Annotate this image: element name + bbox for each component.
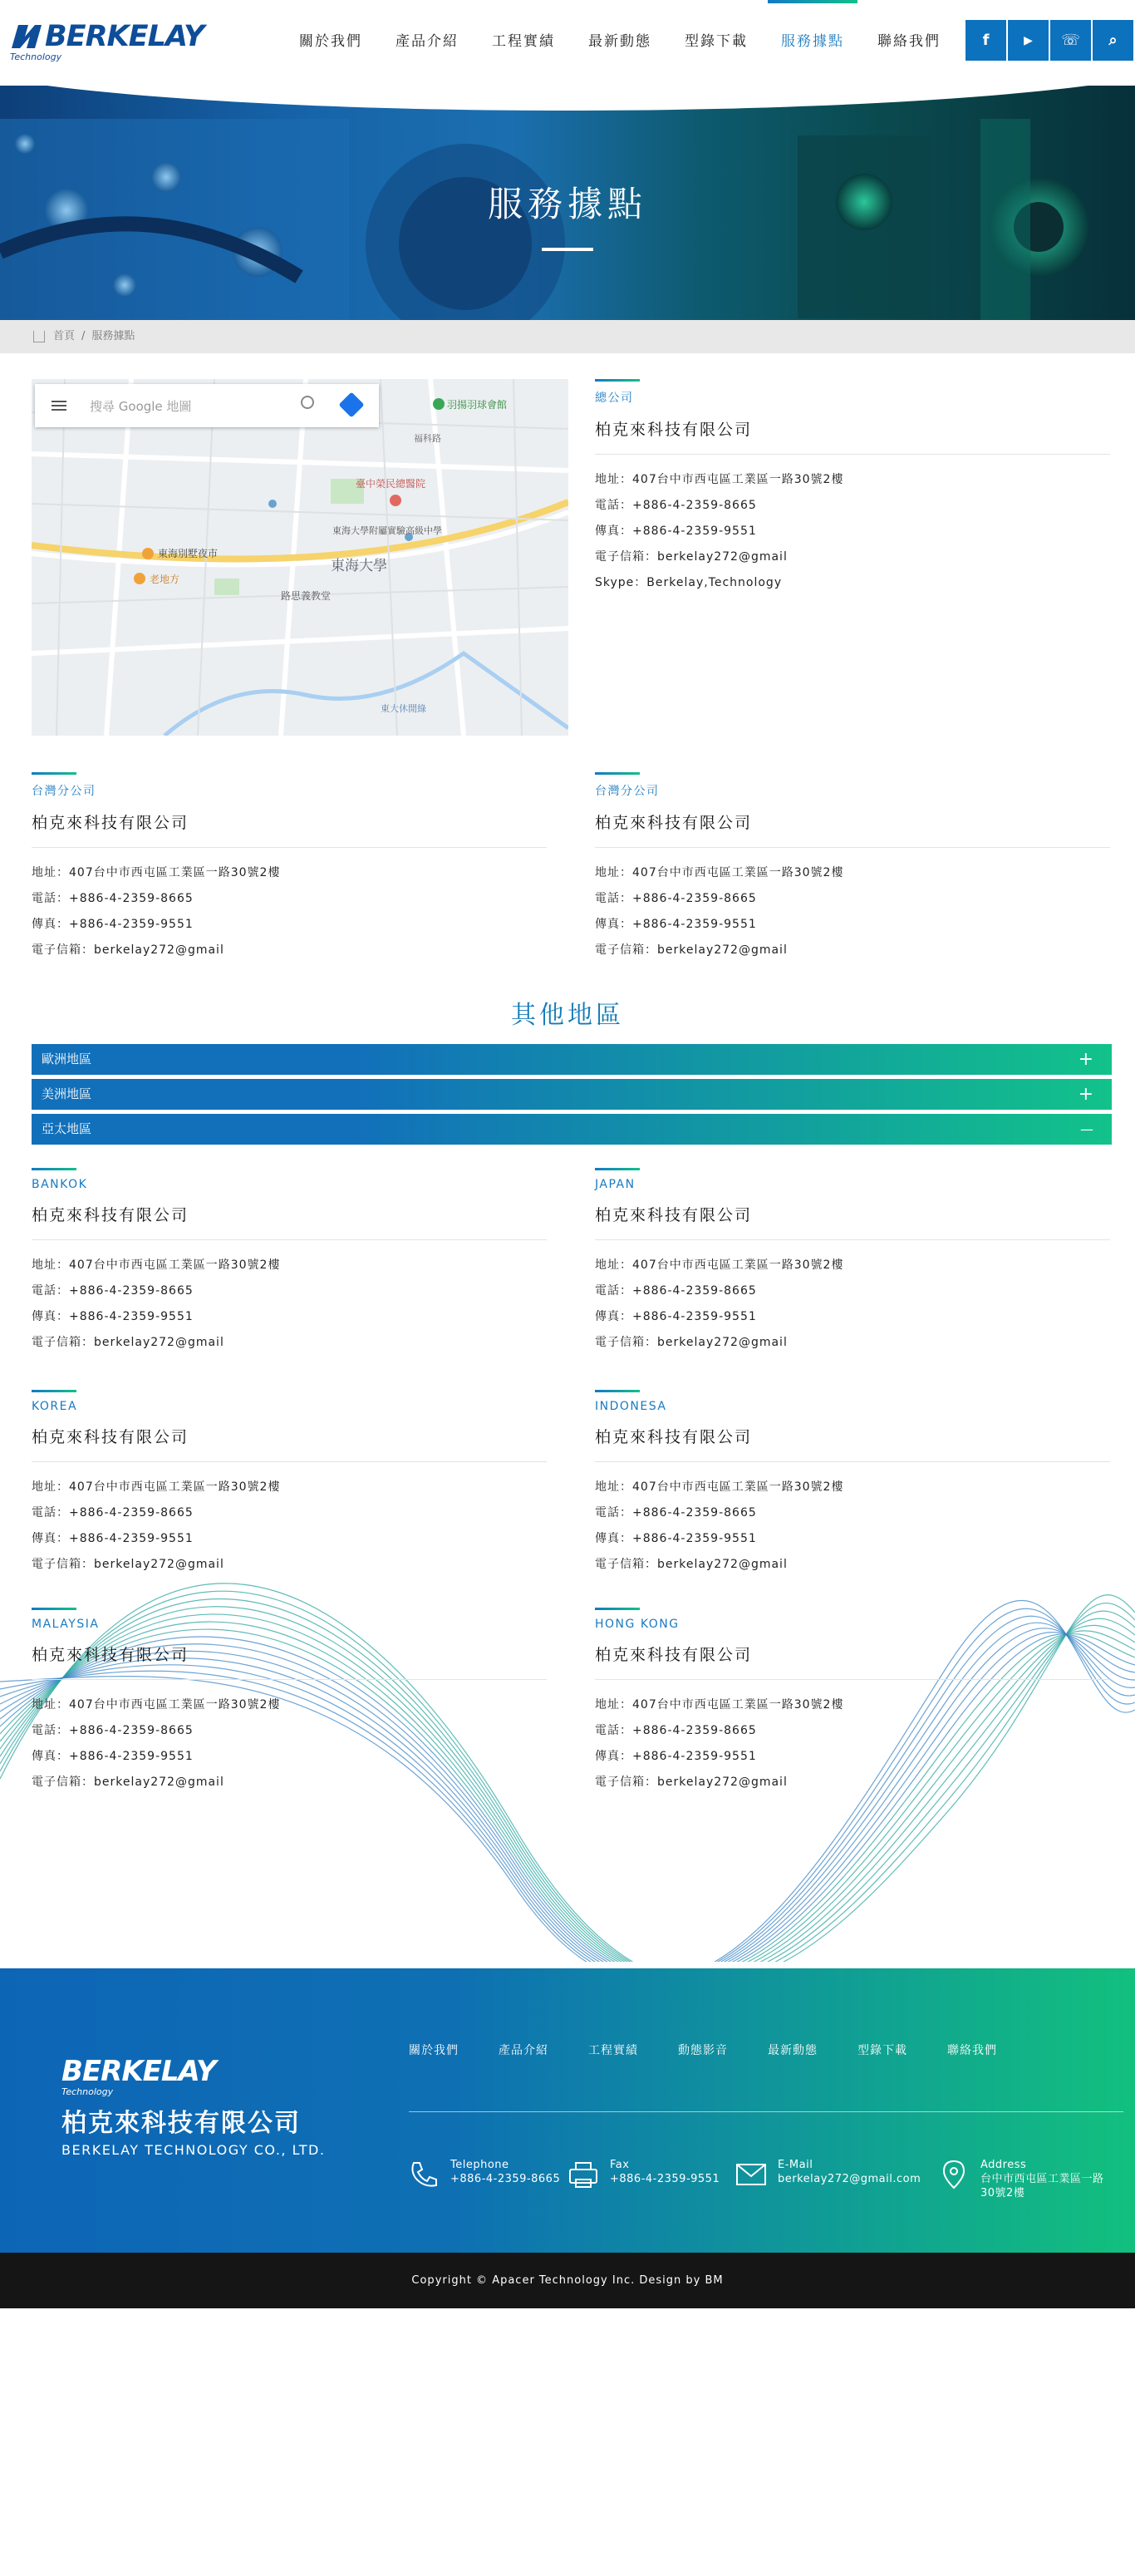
- accordion-americas[interactable]: [32, 1079, 1112, 1110]
- brand-name: BERKELAY: [45, 20, 204, 53]
- phone: 電話：+886-4-2359-8665: [32, 1506, 194, 1519]
- map-search-placeholder[interactable]: 搜尋 Google 地圖: [90, 399, 192, 414]
- social-links: [965, 20, 1133, 61]
- footer-address: [937, 2158, 1113, 2200]
- region-label: INDONESA: [595, 1400, 667, 1413]
- nav-products[interactable]: 產品介紹: [396, 33, 459, 50]
- phone: 電話：+886-4-2359-8665: [595, 1724, 757, 1737]
- accent-line: [32, 1608, 76, 1610]
- contact-value: 台中市西屯區工業區一路30號2樓: [980, 2173, 1104, 2199]
- hq-block: [595, 379, 1110, 596]
- email: 電子信箱：berkelay272@gmail: [32, 1336, 224, 1349]
- footer-nav-videos[interactable]: 動態影音: [678, 2044, 728, 2057]
- contact-title: Address: [980, 2159, 1027, 2171]
- phone: 電話：+886-4-2359-8665: [32, 1724, 194, 1737]
- email: 電子信箱：berkelay272@gmail: [595, 550, 788, 564]
- email: 電子信箱：berkelay272@gmail: [32, 1558, 224, 1571]
- phone: 電話：+886-4-2359-8665: [32, 892, 194, 905]
- email: 電子信箱：berkelay272@gmail: [32, 1776, 224, 1789]
- phone: 電話：+886-4-2359-8665: [32, 1284, 194, 1298]
- fax: 傳真：+886-4-2359-9551: [595, 1750, 757, 1763]
- email: 電子信箱：berkelay272@gmail: [595, 1776, 788, 1789]
- location-pin-icon: [937, 2158, 970, 2191]
- region-label: 總公司: [595, 392, 634, 405]
- footer-company-cn: 柏克來科技有限公司: [61, 2109, 301, 2138]
- fax: 傳真：+886-4-2359-9551: [595, 1310, 757, 1323]
- phone: 電話：+886-4-2359-8665: [595, 892, 757, 905]
- email: 電子信箱：berkelay272@gmail: [32, 943, 224, 957]
- phone-icon[interactable]: ☏: [1050, 20, 1091, 61]
- company-name: 柏克來科技有限公司: [595, 1643, 1110, 1680]
- collapse-icon[interactable]: —: [1080, 1121, 1093, 1137]
- fax: 傳真：+886-4-2359-9551: [32, 1532, 194, 1545]
- contact-value: +886-4-2359-9551: [610, 2173, 720, 2185]
- telephone-icon: [407, 2158, 440, 2191]
- accent-line: [595, 1168, 640, 1170]
- asia-block: [595, 1390, 1110, 1578]
- accordion-label: 美洲地區: [42, 1086, 92, 1101]
- contact-value: +886-4-2359-8665: [450, 2173, 561, 2185]
- phone: 電話：+886-4-2359-8665: [595, 499, 757, 512]
- page-title: 服務據點: [487, 184, 647, 224]
- phone: 電話：+886-4-2359-8665: [595, 1284, 757, 1298]
- fax-icon: [567, 2158, 600, 2191]
- address: 地址：407台中市西屯區工業區一路30號2樓: [595, 866, 844, 879]
- footer-nav-catalog[interactable]: 型錄下載: [857, 2044, 907, 2057]
- site-header: [0, 0, 1135, 86]
- other-regions-title: 其他地區: [511, 1001, 624, 1030]
- page-banner: [0, 86, 1135, 320]
- footer-logo[interactable]: [61, 2055, 325, 2158]
- company-name: 柏克來科技有限公司: [32, 810, 547, 848]
- footer-nav-contact[interactable]: 聯絡我們: [947, 2044, 997, 2057]
- email: 電子信箱：berkelay272@gmail: [595, 943, 788, 957]
- google-map[interactable]: [32, 379, 568, 736]
- nav-catalog[interactable]: 型錄下載: [685, 33, 748, 50]
- main-nav: [283, 0, 957, 86]
- email: 電子信箱：berkelay272@gmail: [595, 1336, 788, 1349]
- footer-tagline: Technology: [61, 2086, 114, 2097]
- facebook-icon[interactable]: f: [965, 20, 1006, 61]
- address: 地址：407台中市西屯區工業區一路30號2樓: [32, 866, 281, 879]
- branch-block: [32, 772, 547, 963]
- company-name: 柏克來科技有限公司: [595, 417, 1110, 455]
- address: 地址：407台中市西屯區工業區一路30號2樓: [595, 1480, 844, 1494]
- accent-line: [32, 772, 76, 775]
- footer-nav-products[interactable]: 產品介紹: [499, 2044, 548, 2057]
- map-label: 東海大學: [331, 558, 387, 574]
- company-name: 柏克來科技有限公司: [32, 1425, 547, 1462]
- accordion-europe[interactable]: [32, 1044, 1112, 1075]
- breadcrumb-home[interactable]: 首頁: [53, 330, 76, 342]
- contact-title: Fax: [610, 2159, 630, 2171]
- asia-block: [595, 1608, 1110, 1795]
- asia-block: [595, 1168, 1110, 1356]
- company-name: 柏克來科技有限公司: [32, 1643, 547, 1680]
- region-label: 台灣分公司: [32, 785, 96, 798]
- footer-fax: [567, 2158, 720, 2191]
- expand-icon[interactable]: +: [1078, 1084, 1093, 1105]
- search-icon[interactable]: [301, 396, 314, 409]
- email: 電子信箱：berkelay272@gmail: [595, 1558, 788, 1571]
- address: 地址：407台中市西屯區工業區一路30號2樓: [32, 1480, 281, 1494]
- expand-icon[interactable]: +: [1078, 1049, 1093, 1070]
- map-label: 羽揚羽球會館: [447, 399, 508, 411]
- footer-brand: BERKELAY: [61, 2055, 216, 2088]
- accordion-label: 歐洲地區: [42, 1052, 92, 1066]
- address: 地址：407台中市西屯區工業區一路30號2樓: [595, 1258, 844, 1272]
- search-icon[interactable]: ⌕: [1093, 20, 1133, 61]
- map-label: 東海別墅夜市: [158, 548, 219, 559]
- company-name: 柏克來科技有限公司: [32, 1203, 547, 1240]
- title-underline: [542, 248, 593, 251]
- directions-icon[interactable]: [338, 392, 364, 417]
- accent-line: [595, 1608, 640, 1610]
- phone: 電話：+886-4-2359-8665: [595, 1506, 757, 1519]
- asia-block: [32, 1390, 547, 1578]
- footer-nav-about[interactable]: 關於我們: [409, 2044, 459, 2057]
- map-label: 老地方: [150, 574, 180, 585]
- region-label: HONG KONG: [595, 1618, 680, 1631]
- region-label: BANKOK: [32, 1178, 88, 1191]
- address: 地址：407台中市西屯區工業區一路30號2樓: [595, 1698, 844, 1712]
- asia-block: [32, 1168, 547, 1356]
- brand-mark-icon: [10, 22, 43, 50]
- breadcrumb-separator: /: [81, 330, 86, 342]
- home-icon[interactable]: [33, 331, 45, 342]
- fax: 傳真：+886-4-2359-9551: [32, 918, 194, 931]
- footer-divider: [409, 2111, 1123, 2112]
- accordion-asia-pacific[interactable]: [32, 1114, 1112, 1145]
- map-label: 東大休閒綠: [381, 703, 426, 714]
- address: 地址：407台中市西屯區工業區一路30號2樓: [32, 1258, 281, 1272]
- branch-block: [595, 772, 1110, 963]
- fax: 傳真：+886-4-2359-9551: [32, 1750, 194, 1763]
- nav-projects[interactable]: 工程實績: [492, 33, 555, 50]
- footer-company-en: BERKELAY TECHNOLOGY CO., LTD.: [61, 2142, 326, 2158]
- asia-block: [32, 1608, 547, 1795]
- company-name: 柏克來科技有限公司: [595, 1425, 1110, 1462]
- contact-title: Telephone: [450, 2159, 509, 2171]
- map-label: 路思義教堂: [281, 590, 332, 602]
- footer-nav: [409, 2042, 997, 2058]
- fax: 傳真：+886-4-2359-9551: [595, 1532, 757, 1545]
- brand-tagline: Technology: [10, 52, 62, 62]
- accent-line: [32, 1390, 76, 1392]
- region-label: JAPAN: [595, 1178, 636, 1191]
- logo[interactable]: [10, 20, 226, 63]
- map-label: 東海大學附屬實驗高級中學: [332, 525, 442, 536]
- accent-line: [595, 772, 640, 775]
- region-label: MALAYSIA: [32, 1618, 100, 1631]
- map-search-box[interactable]: [35, 384, 379, 427]
- accent-line: [595, 379, 640, 382]
- footer-nav-news[interactable]: 最新動態: [768, 2044, 818, 2057]
- site-footer: [0, 1968, 1135, 2253]
- nav-contact[interactable]: 聯絡我們: [877, 33, 941, 50]
- contact-title: E-Mail: [778, 2159, 813, 2171]
- footer-email: [735, 2158, 921, 2191]
- accent-line: [595, 1390, 640, 1392]
- accent-line: [32, 1168, 76, 1170]
- address: 地址：407台中市西屯區工業區一路30號2樓: [595, 473, 844, 486]
- fax: 傳真：+886-4-2359-9551: [595, 918, 757, 931]
- mail-icon: [735, 2158, 768, 2191]
- map-label: 臺中榮民總醫院: [356, 478, 426, 490]
- company-name: 柏克來科技有限公司: [595, 1203, 1110, 1240]
- skype: Skype：Berkelay,Technology: [595, 576, 783, 589]
- map-label: 福科路: [414, 433, 441, 444]
- nav-news[interactable]: 最新動態: [588, 33, 651, 50]
- footer-nav-projects[interactable]: 工程實績: [588, 2044, 638, 2057]
- nav-about[interactable]: 關於我們: [299, 33, 362, 50]
- fax: 傳真：+886-4-2359-9551: [32, 1310, 194, 1323]
- footer-telephone: [407, 2158, 560, 2191]
- region-label: KOREA: [32, 1400, 78, 1413]
- copyright: Copyright © Apacer Technology Inc. Design by BM: [0, 2253, 1135, 2308]
- breadcrumb-current: 服務據點: [91, 330, 135, 342]
- address: 地址：407台中市西屯區工業區一路30號2樓: [32, 1698, 281, 1712]
- company-name: 柏克來科技有限公司: [595, 810, 1110, 848]
- youtube-icon[interactable]: ▶: [1008, 20, 1049, 61]
- nav-locations[interactable]: 服務據點: [764, 0, 861, 86]
- accordion-label: 亞太地區: [42, 1121, 92, 1136]
- region-label: 台灣分公司: [595, 785, 660, 798]
- menu-icon[interactable]: [52, 401, 66, 411]
- fax: 傳真：+886-4-2359-9551: [595, 525, 757, 538]
- breadcrumb: [0, 320, 1135, 353]
- contact-value[interactable]: berkelay272@gmail.com: [778, 2173, 921, 2185]
